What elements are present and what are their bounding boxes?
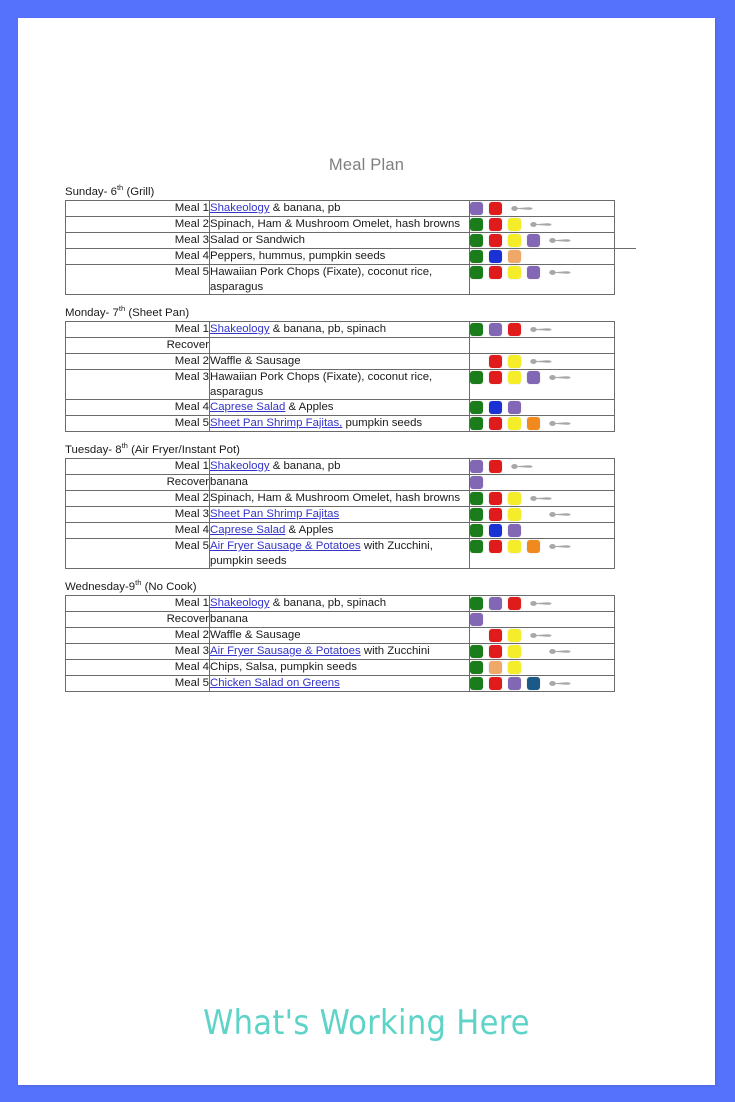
meal-label-cell: Meal 2 [66, 217, 210, 233]
meal-description-cell: Caprese Salad & Apples [210, 400, 470, 416]
meal-label-cell: Meal 2 [66, 628, 210, 644]
container-peach-icon [508, 250, 521, 263]
container-red-icon [489, 234, 502, 247]
meal-description-cell: Hawaiian Pork Chops (Fixate), coconut rice, asparagus [210, 370, 470, 400]
spoon-icon [549, 510, 571, 519]
table-row [66, 354, 615, 370]
container-green-icon [470, 524, 483, 537]
container-orange-icon [527, 540, 540, 553]
meal-description-cell: banana [210, 612, 470, 628]
container-blue-icon [489, 401, 502, 414]
meal-label-cell: Recover [66, 338, 210, 354]
container-icons-cell [470, 660, 615, 676]
date-ordinal-suffix: th [135, 578, 142, 588]
container-yellow-icon [508, 266, 521, 279]
table-row [66, 612, 615, 628]
table-row [66, 596, 615, 612]
meal-description-cell: Shakeology & banana, pb, spinach [210, 322, 470, 338]
container-icons-cell [470, 400, 615, 416]
spoon-icon [549, 236, 571, 245]
container-red-icon [489, 540, 502, 553]
container-red-icon [489, 218, 502, 231]
meal-description-cell: Peppers, hummus, pumpkin seeds [210, 249, 470, 265]
page-title: Meal Plan [328, 156, 405, 174]
container-yellow-icon [508, 218, 521, 231]
spoon-icon [530, 494, 552, 503]
container-red-icon [489, 492, 502, 505]
spoon-icon [549, 373, 571, 382]
container-icons-cell [470, 416, 615, 432]
container-orange-icon [527, 417, 540, 430]
table-row [66, 370, 615, 400]
container-red-icon [489, 355, 502, 368]
container-red-icon [508, 597, 521, 610]
container-icon-group [470, 491, 614, 506]
container-green-icon [470, 266, 483, 279]
container-blue-icon [489, 250, 502, 263]
container-yellow-icon [508, 355, 521, 368]
container-icons-cell [470, 322, 615, 338]
recipe-link[interactable]: Sheet Pan Shrimp Fajitas [210, 508, 340, 520]
date-ordinal-suffix: th [116, 183, 124, 193]
day-header: Tuesday- 8th (Air Fryer/Instant Pot) [65, 441, 240, 456]
container-icon-group [470, 201, 614, 216]
day-block-tuesday [65, 441, 665, 569]
meal-description-cell: Waffle & Sausage [210, 354, 470, 370]
recipe-link[interactable]: Shakeology [210, 597, 270, 609]
table-row [66, 676, 615, 692]
day-block-wednesday [65, 578, 665, 692]
container-purple-icon [508, 677, 521, 690]
container-icons-cell [470, 249, 615, 265]
meal-description-cell [210, 676, 470, 692]
container-icon-group [470, 660, 614, 675]
container-blue-icon [489, 524, 502, 537]
container-purple-icon [508, 401, 521, 414]
container-yellow-icon [508, 661, 521, 674]
spoon-icon [530, 357, 552, 366]
container-icon-group [470, 400, 614, 415]
table-row [66, 539, 615, 569]
meal-label-cell: Meal 3 [66, 507, 210, 523]
spoon-icon [549, 679, 571, 688]
date-ordinal-suffix: th [121, 441, 128, 451]
meal-label-cell: Meal 4 [66, 400, 210, 416]
container-green-icon [470, 540, 483, 553]
container-spacer [527, 508, 540, 521]
container-spacer [470, 355, 483, 368]
container-icons-cell [470, 523, 615, 539]
recipe-link[interactable]: Sheet Pan Shrimp Fajitas, [210, 417, 343, 429]
container-icon-group [470, 459, 614, 474]
container-icon-group [470, 354, 614, 369]
meal-label-cell: Meal 5 [66, 265, 210, 295]
container-peach-icon [489, 661, 502, 674]
container-green-icon [470, 677, 483, 690]
table-row [66, 233, 615, 249]
container-icons-cell [470, 217, 615, 233]
meal-description-cell: Shakeology & banana, pb [210, 201, 470, 217]
meal-table [65, 458, 615, 569]
container-yellow-icon [508, 371, 521, 384]
spoon-icon [549, 268, 571, 277]
meal-table [65, 595, 615, 692]
day-header: Wednesday-9th (No Cook) [65, 578, 197, 593]
container-green-icon [470, 234, 483, 247]
table-row [66, 644, 615, 660]
table-row [66, 660, 615, 676]
meal-label-cell: Recover [66, 612, 210, 628]
container-icons-cell [470, 201, 615, 217]
meal-description-cell: Shakeology & banana, pb, spinach [210, 596, 470, 612]
container-purple-icon [489, 323, 502, 336]
container-icon-group [470, 217, 614, 232]
container-purple-icon [527, 371, 540, 384]
spoon-icon [511, 462, 533, 471]
container-icons-cell [470, 265, 615, 295]
container-yellow-icon [508, 629, 521, 642]
container-icon-group [470, 676, 614, 691]
footer-brand-text: What's Working Here [203, 1003, 530, 1043]
container-yellow-icon [508, 417, 521, 430]
spoon-icon [530, 631, 552, 640]
meal-label-cell: Meal 3 [66, 233, 210, 249]
container-yellow-icon [508, 540, 521, 553]
meal-description-cell: Air Fryer Sausage & Potatoes with Zucchini [210, 644, 470, 660]
table-row [66, 416, 615, 432]
meal-label-cell: Meal 4 [66, 523, 210, 539]
meal-plan-content [65, 183, 665, 704]
container-purple-icon [470, 476, 483, 489]
container-green-icon [470, 597, 483, 610]
container-green-icon [470, 645, 483, 658]
table-row [66, 628, 615, 644]
container-green-icon [470, 371, 483, 384]
document-page [18, 18, 715, 1085]
container-icons-cell [470, 475, 615, 491]
day-header: Monday- 7th (Sheet Pan) [65, 304, 190, 319]
table-row [66, 400, 615, 416]
container-red-icon [489, 677, 502, 690]
table-row [66, 265, 615, 295]
container-yellow-icon [508, 234, 521, 247]
container-red-icon [508, 323, 521, 336]
container-icon-group [470, 233, 614, 248]
table-row [66, 322, 615, 338]
meal-description-cell: banana [210, 475, 470, 491]
spoon-icon [549, 647, 571, 656]
meal-label-cell: Meal 2 [66, 354, 210, 370]
meal-description-cell: Spinach, Ham & Mushroom Omelet, hash browns [210, 491, 470, 507]
container-green-icon [470, 323, 483, 336]
container-green-icon [470, 218, 483, 231]
recipe-link[interactable]: Shakeology [210, 323, 270, 335]
meal-description-cell: Salad or Sandwich [210, 233, 470, 249]
container-icon-group [470, 265, 614, 280]
container-purple-icon [470, 613, 483, 626]
container-icons-cell [470, 596, 615, 612]
container-icon-group [470, 249, 614, 264]
recipe-link[interactable]: Air Fryer Sausage & Potatoes [210, 645, 361, 657]
container-icon-group [470, 523, 614, 538]
day-block-sunday [65, 183, 665, 295]
container-icons-cell [470, 628, 615, 644]
recipe-link[interactable]: Caprese Salad [210, 401, 286, 413]
spoon-icon [530, 325, 552, 334]
table-row [66, 475, 615, 491]
recipe-link[interactable]: Shakeology [210, 460, 270, 472]
container-spacer [470, 629, 483, 642]
container-green-icon [470, 401, 483, 414]
container-icons-cell [470, 644, 615, 660]
container-icons-cell [470, 459, 615, 475]
container-icon-group [470, 416, 614, 431]
container-green-icon [470, 417, 483, 430]
container-yellow-icon [508, 492, 521, 505]
meal-label-cell: Meal 4 [66, 660, 210, 676]
container-icons-cell [470, 491, 615, 507]
date-ordinal-suffix: th [118, 304, 126, 314]
meal-label-cell: Meal 2 [66, 491, 210, 507]
container-spacer [527, 645, 540, 658]
container-icon-group [470, 370, 614, 385]
meal-label-cell: Meal 1 [66, 322, 210, 338]
container-icons-cell [470, 370, 615, 400]
container-icon-group [470, 628, 614, 643]
container-purple-icon [489, 597, 502, 610]
container-red-icon [489, 266, 502, 279]
meal-table [65, 200, 615, 295]
container-red-icon [489, 417, 502, 430]
container-purple-icon [470, 460, 483, 473]
spoon-icon [530, 220, 552, 229]
container-icon-group [470, 507, 614, 522]
table-row [66, 491, 615, 507]
meal-description-cell: Hawaiian Pork Chops (Fixate), coconut rice, asparagus [210, 265, 470, 295]
container-icon-group [470, 644, 614, 659]
meal-label-cell: Meal 5 [66, 539, 210, 569]
meal-description-cell: Chips, Salsa, pumpkin seeds [210, 660, 470, 676]
container-purple-icon [470, 202, 483, 215]
recipe-link[interactable]: Caprese Salad [210, 524, 286, 536]
meal-label-cell: Meal 4 [66, 249, 210, 265]
meal-label-cell: Meal 5 [66, 416, 210, 432]
meal-label-cell: Meal 3 [66, 370, 210, 400]
container-red-icon [489, 202, 502, 215]
meal-label-cell: Meal 3 [66, 644, 210, 660]
meal-label-cell: Recover [66, 475, 210, 491]
meal-description-cell: Air Fryer Sausage & Potatoes with Zucchini, pumpkin seeds [210, 539, 470, 569]
table-row [66, 217, 615, 233]
container-icons-cell [470, 338, 615, 354]
container-icon-group [470, 322, 614, 337]
recipe-link[interactable]: Air Fryer Sausage & Potatoes [210, 540, 361, 552]
container-yellow-icon [508, 645, 521, 658]
day-block-monday [65, 304, 665, 432]
table-row [66, 507, 615, 523]
day-header: Sunday- 6th (Grill) [65, 183, 155, 198]
container-green-icon [470, 661, 483, 674]
container-red-icon [489, 508, 502, 521]
container-icons-cell [470, 676, 615, 692]
table-row [66, 249, 615, 265]
meal-label-cell: Meal 1 [66, 596, 210, 612]
meal-label-cell: Meal 5 [66, 676, 210, 692]
meal-description-cell [210, 507, 470, 523]
meal-label-cell: Meal 1 [66, 201, 210, 217]
meal-description-cell: Shakeology & banana, pb [210, 459, 470, 475]
container-icons-cell [470, 612, 615, 628]
meal-description-cell: Caprese Salad & Apples [210, 523, 470, 539]
container-red-icon [489, 371, 502, 384]
container-icons-cell [470, 507, 615, 523]
meal-table [65, 321, 615, 432]
spoon-icon [511, 204, 533, 213]
container-red-icon [489, 629, 502, 642]
container-green-icon [470, 250, 483, 263]
container-purple-icon [508, 524, 521, 537]
container-icon-group [470, 338, 614, 353]
spoon-icon [530, 599, 552, 608]
container-icons-cell [470, 354, 615, 370]
meal-description-cell: Sheet Pan Shrimp Fajitas, pumpkin seeds [210, 416, 470, 432]
table-row [66, 459, 615, 475]
table-row [66, 523, 615, 539]
container-green-icon [470, 508, 483, 521]
spoon-icon [549, 542, 571, 551]
meal-description-cell [210, 338, 470, 354]
container-icons-cell [470, 539, 615, 569]
meal-description-cell: Spinach, Ham & Mushroom Omelet, hash browns [210, 217, 470, 233]
container-purple-icon [527, 234, 540, 247]
table-row [66, 338, 615, 354]
meal-description-cell: Waffle & Sausage [210, 628, 470, 644]
container-red-icon [489, 460, 502, 473]
table-row [66, 201, 615, 217]
container-purple-icon [527, 266, 540, 279]
container-icons-cell [470, 233, 615, 249]
recipe-link[interactable]: Chicken Salad on Greens [210, 677, 340, 689]
meal-label-cell: Meal 1 [66, 459, 210, 475]
container-green-icon [470, 492, 483, 505]
spoon-icon [549, 419, 571, 428]
container-red-icon [489, 645, 502, 658]
recipe-link[interactable]: Shakeology [210, 202, 270, 214]
container-icon-group [470, 596, 614, 611]
container-icon-group [470, 612, 614, 627]
container-icon-group [470, 539, 614, 554]
container-icon-group [470, 475, 614, 490]
container-yellow-icon [508, 508, 521, 521]
container-teal-icon [527, 677, 540, 690]
